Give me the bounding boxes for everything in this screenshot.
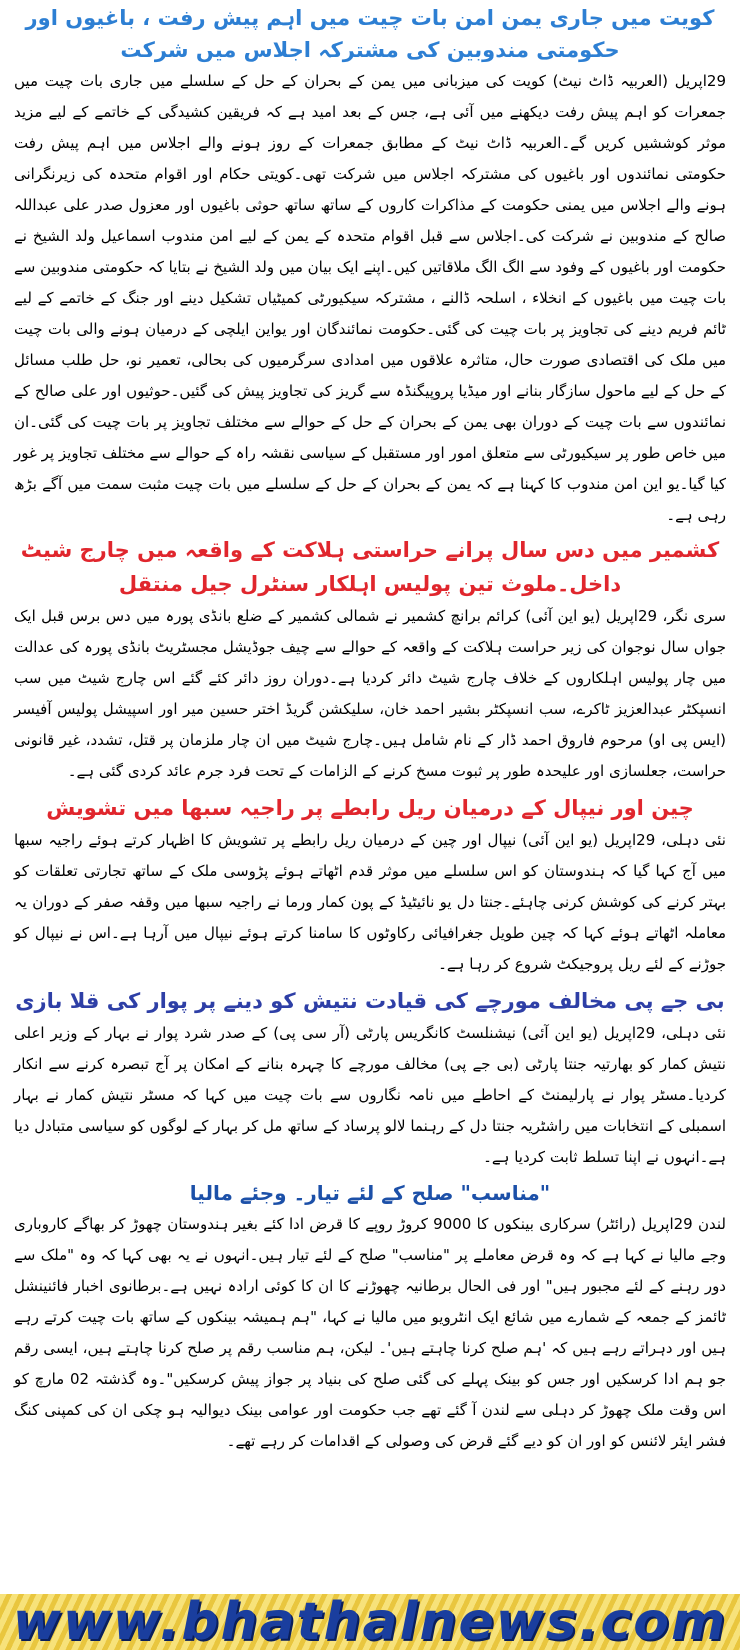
body-pawar: نئی دہلی، 29اپریل (یو این آئی) نیشنلسٹ کانگریس پارٹی (آر سی پی) کے صدر شرد پوار نے بہار کے وزیر اعلی نتیش کمار کو بھارتیہ جنتا پارٹی (بی جے پی) مخالف مورچے کا چہرہ بنانے کے امکان پر آج تبصرہ کرنے سے انکار کردیا۔مسٹر پوار نے پارلیمنٹ کے احاطے میں نامہ نگاروں سے بات چیت میں کہا کہ مسٹر نتیش کمار نے بہار اسمبلی کے انتخابات میں راشٹریہ جنتا دل کے رہنما لالو پرساد کے ساتھ مل کر بہار کے لوگوں کو سیاسی متبادل دیا ہے۔انہوں نے اپنا تسلط ثابت کردیا ہے۔: [14, 1024, 726, 1166]
headline-kashmir: کشمیر میں دس سال پرانے حراستی ہلاکت کے واقعہ میں چارج شیٹ داخل۔ملوث تین پولیس اہلکار سنٹرل جیل منتقل: [20, 538, 720, 596]
site-url[interactable]: www.bhathalnews.com: [12, 1592, 728, 1652]
body-kashmir: سری نگر، 29اپریل (یو این آئی) کرائم برانچ کشمیر نے شمالی کشمیر کے ضلع بانڈی پورہ میں دس برس قبل ایک جواں سال نوجوان کی زیر حراست ہلاکت کے واقعہ کے حوالے سے چیف جوڈیشل مجسٹریٹ بانڈی پورہ کی عدالت میں چار پولیس اہلکاروں کے خلاف چارج شیٹ دائر کردیا ہے۔دوران روز دائر کئے گئے اس چارج شیٹ میں سب انسپکٹر عبدالعزیز ٹاکرے، سب انسپکٹر بشیر احمد خان، سلیکشن گریڈ اختر حسین میر اور اسپیشل پولیس آفیسر (ایس پی او) مرحوم فاروق احمد ڈار کے نام شامل ہیں۔چارج شیٹ میں ان چار ملزمان پر قتل، تشدد، غیر قانونی حراست، جعلسازی اور علیحدہ طور پر ثبوت مسخ کرنے کے الزامات کے تحت فرد جرم عائد کردی گئی ہے۔: [14, 607, 727, 780]
body-china-nepal: نئی دہلی، 29اپریل (یو این آئی) نیپال اور چین کے درمیان ریل رابطے پر تشویش کا اظہار کرتے ہوئے راجیہ سبھا میں آج کہا گیا کہ ہندوستان کو اس سلسلے میں موثر قدم اٹھاتے ہوئے پڑوسی ملک کے ساتھ تجارتی تعلقات کو بہتر کرنے کی کوشش کرنی چاہئے۔جنتا دل یو نائیٹیڈ کے پون کمار ورما نے راجیہ سبھا میں وقفہ صفر کے دوران یہ معاملہ اٹھاتے ہوئے کہا کہ چین طویل جغرافیائی رکاوٹوں کا سامنا کرتے ہوئے نیپال میں آرہا ہے۔اس نے نیپال کو جوڑنے کے لئے ریل پروجیکٹ شروع کر رہا ہے۔: [14, 831, 726, 973]
headline-mallya: "مناسب" صلح کے لئے تیار۔ وجئے مالیا: [189, 1181, 551, 1205]
headline-china-nepal: چین اور نیپال کے درمیان ریل رابطے پر راجیہ سبھا میں تشویش: [46, 796, 694, 820]
article-china-nepal: [0, 791, 740, 980]
article-pawar: [0, 984, 740, 1173]
headline-yemen: کویت میں جاری یمن امن بات چیت میں اہم پیش رفت ، باغیوں اور حکومتی مندوبین کی مشترکہ اجلاس میں شرکت: [25, 6, 715, 62]
footer-banner: [0, 1594, 740, 1650]
body-yemen: 29اپریل (العربیہ ڈاٹ نیٹ) کویت کی میزبانی میں یمن کے بحران کے حل کے سلسلے میں جاری بات چیت میں جمعرات کو اہم پیش رفت دیکھنے میں آئی ہے، جس کے بعد امید ہے کہ فریقین کشیدگی کے خاتمے کے لیے مزید موثر کوششیں کریں گے۔العربیہ ڈاٹ نیٹ کے مطابق جمعرات کے روز ہونے والے اجلاس میں اہم پیش رفت حکومتی نمائندوں اور باغیوں کی مشترکہ اجلاس میں شرکت تھی۔کویتی حکام اور اقوام متحدہ کی زیرنگرانی ہونے والے اجلاس میں یمنی حکومت کے مذاکرات کاروں کے ساتھ ساتھ حوثی باغیوں اور معزول صدر علی عبداللہ صالح کے مندوبین نے شرکت کی۔اجلاس سے قبل اقوام متحدہ کے یمن کے لیے امن مندوب اسماعیل ولد الشیخ نے حکومت اور باغیوں کے وفود سے الگ الگ ملاقاتیں کیں۔اپنے ایک بیان میں ولد الشیخ نے بتایا کہ حکومتی مندوبین سے بات چیت میں باغیوں کے انخلاء ، اسلحہ ڈالنے ، مشترکہ سیکیورٹی کمیٹیاں تشکیل دینے اور جنگ کے خاتمے کے لیے ٹائم فریم دینے کی تجاویز پر بات چیت کی گئی۔حکومت نمائندگان اور یواین ایلچی کے درمیان ہونے والی بات چیت میں ملک کی اقتصادی صورت حال، متاثرہ علاقوں میں امدادی سرگرمیوں کی بحالی، تعمیر نو، حل طلب مسائل کے حل کے لیے ماحول سازگار بنانے اور میڈیا پروپیگنڈہ سے گریز کی تجاویز پیش کی گئیں۔حوثیوں اور علی صالح کے نمائندوں سے بات چیت کے دوران بھی یمن کے بحران کے حل کے حوالے سے مختلف تجاویز پر بات چیت کی گئی۔ان میں خاص طور پر سیکیورٹی سے متعلق امور اور مستقبل کے سیاسی نقشہ راہ کے حوالے سے مختلف تجاویز پر غور کیا گیا۔یو این امن مندوب کا کہنا ہے کہ یمن کے بحران کے حل کے سلسلے میں بات چیت مثبت سمت میں آگے بڑھ رہی ہے۔: [14, 72, 726, 524]
article-mallya: [0, 1177, 740, 1457]
body-mallya: لندن 29اپریل (رائٹر) سرکاری بینکوں کا 9000 کروڑ روپے کا قرض ادا کئے بغیر ہندوستان چھوڑ کر بھاگے کاروباری وجے مالیا نے کہا ہے کہ وہ قرض معاملے پر "مناسب" صلح کے لئے تیار ہیں۔انہوں نے یہ بھی کہا کہ وہ "ملک سے دور رہنے کے لئے مجبور ہیں" اور فی الحال برطانیہ چھوڑنے کا ان کا کوئی ارادہ نہیں ہے۔برطانوی اخبار فائنینشل ٹائمز کے جمعہ کے شمارے میں شائع ایک انٹرویو میں مالیا نے کہا، "ہم ہمیشہ بینکوں کے ساتھ بات چیت کرتے رہے ہیں اور دہراتے رہے ہیں کہ 'ہم صلح کرنا چاہتے ہیں'۔ لیکن، ہم مناسب رقم پر صلح کرنا چاہتے ہیں، ایسی رقم جو ہم ادا کرسکیں اور جس کو بینک پہلے کی گئی صلح کی بنیاد پر جواز پیش کرسکیں"۔وہ گذشتہ 02 مارچ کو اس وقت ملک چھوڑ کر دہلی سے لندن آ گئے تھے جب حکومت اور عوامی بینک دیوالیہ ہو چکی ان کی کمپنی کنگ فشر ایئر لائنس کو اور ان کو دیے گئے قرض کی وصولی کے اقدامات کر رہے تھے۔: [14, 1215, 727, 1450]
article-kashmir: [0, 533, 740, 787]
headline-pawar: بی جے پی مخالف مورچے کی قیادت نتیش کو دینے پر پوار کی قلا بازی: [15, 989, 725, 1013]
article-yemen-talks: [0, 0, 740, 531]
